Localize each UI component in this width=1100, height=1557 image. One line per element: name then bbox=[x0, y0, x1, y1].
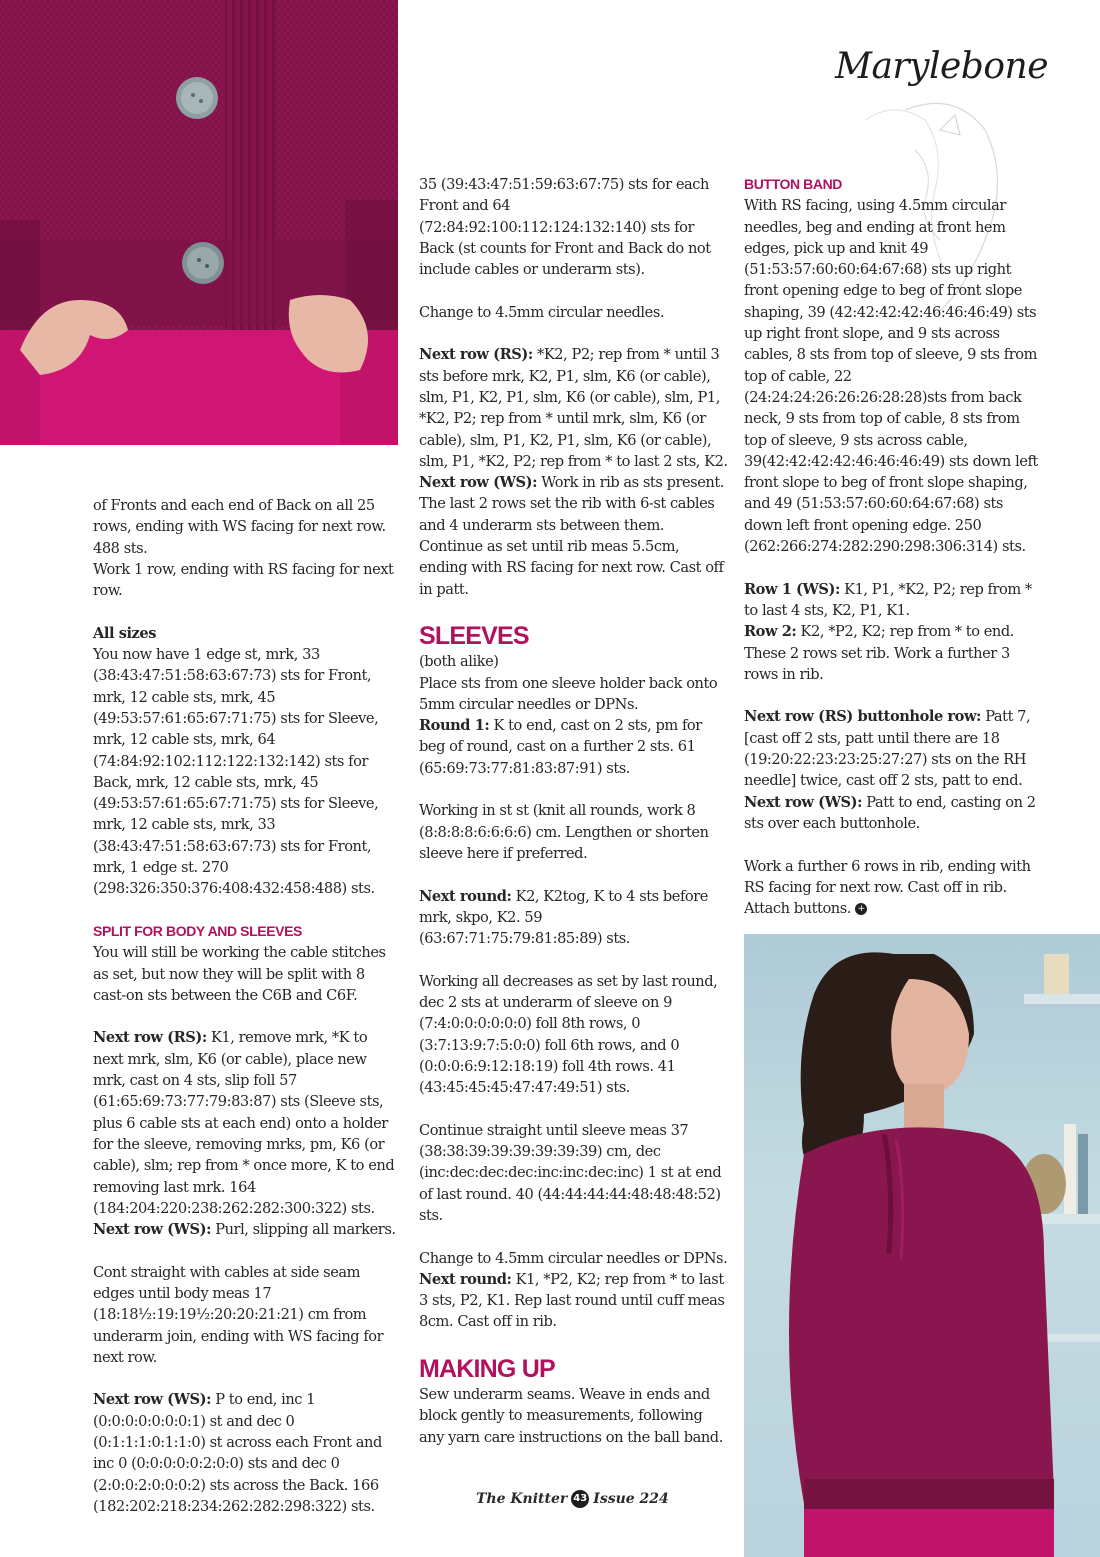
section-heading: SPLIT FOR BODY AND SLEEVES bbox=[93, 922, 302, 939]
paragraph bbox=[744, 856, 1044, 920]
model-photo bbox=[744, 934, 1100, 1557]
paragraph bbox=[93, 1389, 398, 1517]
paragraph: 35 (39:43:47:51:59:63:67:75) sts for each Front and 64 (72:84:92:100:112:124:132:140) sts for Back (st counts for Front and Back do not include cables or underarm sts). bbox=[419, 176, 711, 279]
body-text: K2, K2tog, K to 4 sts before mrk, skpo, K2. 59 (63:67:71:75:79:81:85:89) sts. bbox=[419, 887, 708, 948]
paragraph bbox=[744, 579, 1044, 685]
paragraph bbox=[419, 344, 729, 600]
paragraph bbox=[744, 174, 1044, 557]
model-illustration bbox=[744, 934, 1100, 1557]
body-text: Patt to end, casting on 2 sts over each buttonhole. bbox=[744, 793, 1036, 832]
paragraph bbox=[93, 623, 398, 900]
paragraph: Continue straight until sleeve meas 37 (38:38:39:39:39:39:39:39) cm, dec (inc:dec:dec:dec:inc:inc:dec:inc) 1 st at end of last round. 40 (44:44:44:44:48:48:48:52) sts. bbox=[419, 1121, 722, 1224]
row-label: Row 2: bbox=[744, 623, 797, 641]
body-text: K1, *P2, K2; rep from * to last 3 sts, P2, K1. Rep last round until cuff meas 8cm. Cast off in rib. bbox=[419, 1270, 725, 1331]
row-label: Next row (RS) buttonhole row: bbox=[744, 708, 981, 726]
row-label: Next round: bbox=[419, 887, 512, 905]
row-label: Next row (WS): bbox=[744, 793, 863, 811]
body-text: of Fronts and each end of Back on all 25 rows, ending with WS facing for next row. 488 sts. bbox=[93, 497, 386, 557]
paragraph: Working all decreases as set by last round, dec 2 sts at underarm of sleeve on 9 (7:4:0:0:0:0:0:0) foll 8th rows, 0 (3:7:13:9:7:5:0:0) foll 6th rows, and 0 (0:0:0:6:9:12:18:19) foll 4th rows. 41 (43:45:45:45:47:47:49:51) sts. bbox=[419, 972, 718, 1097]
paragraph bbox=[419, 651, 729, 779]
subheading: All sizes bbox=[93, 624, 156, 642]
body-text: *K2, P2; rep from * until 3 sts before mrk, K2, P1, slm, K6 (or cable), slm, P1, K2, P1, slm, K6 (or cable), slm, P1, *K2, P2; rep from * until mrk, slm, K6 (or cable), slm, P1, K2, P1, slm, K6 (or cable), slm, P1, *K2, P2; rep from * to last 2 sts, K2. bbox=[419, 346, 728, 470]
row-label: Next row (RS): bbox=[93, 1029, 207, 1047]
body-text: Place sts from one sleeve holder back onto 5mm circular needles or DPNs. bbox=[419, 674, 718, 713]
body-text: K1, P1, *K2, P2; rep from * to last 4 sts, K2, P1, K1. bbox=[744, 580, 1032, 619]
row-label: Next round: bbox=[419, 1270, 512, 1288]
page-footer bbox=[476, 1490, 669, 1508]
paragraph: Cont straight with cables at side seam edges until body meas 17 (18:18½:19:19½:20:20:21:21) cm from underarm join, ending with WS facing for next row. bbox=[93, 1263, 384, 1366]
paragraph bbox=[419, 886, 729, 950]
row-label: Next row (RS): bbox=[419, 346, 533, 364]
body-text: With RS facing, using 4.5mm circular needles, beg and ending at front hem edges, pick up and knit 49 (51:53:57:60:60:64:67:68) sts up right front opening edge to beg of front slope shaping, 39 (42:42:42:42:46:46:46:49) sts up right front slope, and 9 sts across cables, 8 sts from top of sleeve, 9 sts from top of cable, 22 (24:24:24:26:26:26:28:28)sts from back neck, 9 sts from top of cable, 8 sts from top of sleeve, 9 sts across cable, 39(42:42:42:42:46:46:46:49) sts down left front slope to beg of front slope shaping, and 49 (51:53:57:60:60:64:67:68) sts down left front opening edge. 250 (262:266:274:282:290:298:306:314) sts. bbox=[744, 197, 1038, 556]
body-text: Change to 4.5mm circular needles or DPNs. bbox=[419, 1249, 728, 1267]
row-label: Next row (WS): bbox=[419, 474, 538, 492]
row-label: Round 1: bbox=[419, 717, 490, 735]
body-text: Work 1 row, ending with RS facing for next row. bbox=[93, 560, 394, 600]
body-text: K1, remove mrk, *K to next mrk, slm, K6 (or cable), place new mrk, cast on 4 sts, slip foll 57 (61:65:69:73:77:79:83:87) sts (Sleeve sts, plus 6 cable sts at each end) onto a holder for the sleeve, removing mrks, pm, K6 (or cable), slm; rep from * once more, K to end removing last mrk. 164 (184:204:220:238:262:282:300:322) sts. bbox=[93, 1029, 395, 1217]
paragraph: Sew underarm seams. Weave in ends and block gently to measurements, following any yarn care instructions on the ball band. bbox=[419, 1386, 723, 1446]
paragraph: Change to 4.5mm circular needles. bbox=[419, 303, 665, 321]
body-text: Work a further 6 rows in rib, ending with RS facing for next row. Cast off in rib. Attach buttons. bbox=[744, 857, 1031, 918]
column-middle bbox=[419, 174, 729, 1448]
body-text: K to end, cast on 2 sts, pm for beg of round, cast on a further 2 sts. 61 (65:69:73:77:81:83:87:91) sts. bbox=[419, 717, 702, 777]
paragraph bbox=[93, 921, 398, 1006]
page-title: Marylebone bbox=[835, 46, 1048, 87]
row-label: Next row (WS): bbox=[93, 1221, 212, 1239]
row-label: Row 1 (WS): bbox=[744, 580, 840, 598]
page-number: 43 bbox=[571, 1490, 589, 1508]
column-left bbox=[93, 495, 398, 1517]
body-text: You will still be working the cable stitches as set, but now they will be split with 8 cast-on sts between the C6B and C6F. bbox=[93, 944, 386, 1004]
body-text: You now have 1 edge st, mrk, 33 (38:43:47:51:58:63:67:73) sts for Front, mrk, 12 cable sts, mrk, 45 (49:53:57:61:65:67:71:75) sts for Sleeve, mrk, 12 cable sts, mrk, 64 (74:84:92:102:112:122:132:142) sts for Back, mrk, 12 cable sts, mrk, 45 (49:53:57:61:65:67:71:75) sts for Sleeve, mrk, 12 cable sts, mrk, 33 (38:43:47:51:58:63:67:73) sts for Front, mrk, 1 edge st. 270 (298:326:350:376:408:432:458:488) sts. bbox=[93, 646, 379, 898]
section-heading-sleeves: SLEEVES bbox=[419, 622, 529, 651]
paragraph bbox=[93, 495, 398, 601]
end-mark-icon: + bbox=[855, 903, 867, 915]
body-text: Work in rib as sts present. The last 2 rows set the rib with 6-st cables and 4 underarm sts between them. Continue as set until rib meas 5.5cm, ending with RS facing for next row. Cast off in patt. bbox=[419, 474, 724, 598]
cardigan-closeup-illustration bbox=[0, 0, 398, 445]
magazine-name: The Knitter bbox=[476, 1491, 568, 1507]
cardigan-closeup-photo bbox=[0, 0, 398, 445]
paragraph: Working in st st (knit all rounds, work 8 (8:8:8:8:6:6:6:6) cm. Lengthen or shorten sleeve here if preferred. bbox=[419, 802, 709, 862]
paragraph bbox=[419, 1248, 729, 1333]
issue-number: Issue 224 bbox=[593, 1491, 669, 1507]
paragraph bbox=[744, 706, 1044, 834]
section-heading-making-up: MAKING UP bbox=[419, 1355, 555, 1384]
body-text: P to end, inc 1 (0:0:0:0:0:0:0:1) st and dec 0 (0:1:1:1:0:1:1:0) st across each Front and inc 0 (0:0:0:0:0:2:0:0) sts and dec 0 (2:0:0:2:0:0:0:2) sts across the Back. 166 (182:202:218:234:262:282:298:322) sts. bbox=[93, 1391, 382, 1515]
column-right bbox=[744, 174, 1044, 919]
subheading: (both alike) bbox=[419, 653, 499, 671]
row-label: Next row (WS): bbox=[93, 1391, 212, 1409]
body-text: Patt 7, [cast off 2 sts, patt until there are 18 (19:20:22:23:23:25:27:27) sts on the RH needle] twice, cast off 2 sts, patt to end. bbox=[744, 708, 1031, 790]
section-heading: BUTTON BAND bbox=[744, 176, 843, 192]
body-text: Purl, slipping all markers. bbox=[211, 1221, 396, 1239]
body-text: K2, *P2, K2; rep from * to end. These 2 rows set rib. Work a further 3 rows in rib. bbox=[744, 623, 1014, 683]
paragraph bbox=[93, 1027, 398, 1240]
